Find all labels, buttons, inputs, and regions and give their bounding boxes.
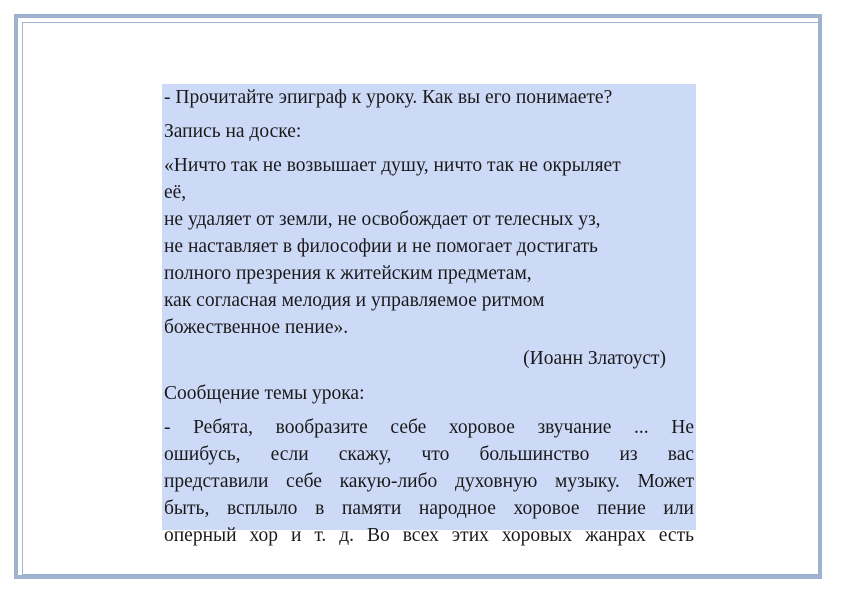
lesson-text-block (162, 84, 696, 546)
body-line: оперный хор и т. д. Во всех этих хоровых жанрах есть (164, 525, 694, 546)
body-paragraph (164, 414, 694, 549)
epigraph-quote (164, 152, 694, 341)
quote-line: «Ничто так не возвышает душу, ничто так не окрыляет (164, 155, 621, 176)
quote-line: не удаляет от земли, не освобождает от телесных уз, (164, 209, 601, 230)
quote-author: (Иоанн Златоуст) (523, 348, 666, 369)
body-line: представили себе какую-либо духовную музыку. Может (164, 471, 694, 492)
topic-label: Сообщение темы урока: (164, 383, 365, 404)
quote-line: божественное пение». (164, 317, 349, 338)
question-line: - Прочитайте эпиграф к уроку. Как вы его понимаете? (164, 87, 613, 108)
body-line: ошибусь, если скажу, что большинство из вас (164, 444, 694, 465)
body-line: быть, всплыло в памяти народное хоровое пение или (164, 498, 694, 519)
body-line: - Ребята, вообразите себе хоровое звучание ... Не (164, 417, 694, 438)
quote-line: её, (164, 182, 187, 203)
board-label: Запись на доске: (164, 121, 302, 142)
quote-line: как согласная мелодия и управляемое ритмом (164, 290, 545, 311)
quote-line: полного презрения к житейским предметам, (164, 263, 532, 284)
quote-line: не наставляет в философии и не помогает достигать (164, 236, 598, 257)
